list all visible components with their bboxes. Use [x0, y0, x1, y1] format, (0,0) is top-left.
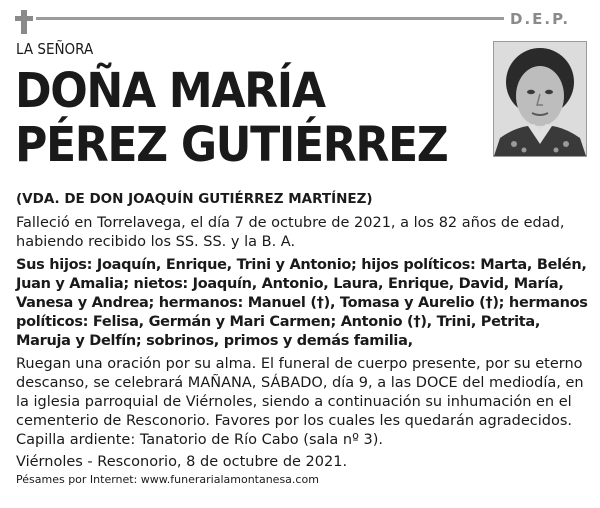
- portrait-icon: [494, 42, 586, 156]
- portrait-photo: [493, 41, 587, 157]
- dep-label: D.E.P.: [510, 10, 571, 28]
- death-text: Falleció en Torrelavega, el día 7 de octubre de 2021, a los 82 años de edad, habiendo recibido los SS. SS. y la B. A.: [16, 215, 565, 250]
- deceased-name: [15, 64, 447, 172]
- place-date: Viérnoles - Resconorio, 8 de octubre de 2021.: [16, 454, 348, 470]
- family-list: Sus hijos: Joaquín, Enrique, Trini y Antonio; hijos políticos: Marta, Belén, Juan y Amalia; nietos: Joaquín, Antonio, Laura, Enrique, David, María, Vanesa y Andrea; hermanos: Manuel (†), Tomasa y Aurelio (†); hermanos políticos: Felisa, Germán y Mari Carmen; Antonio (†), Trini, Petrita, Maruja y Delfín; sobrinos, primos y demás familia,: [16, 257, 588, 349]
- name-line-2: PÉREZ GUTIÉRREZ: [15, 117, 448, 173]
- widow-of-text: (VDA. DE DON JOAQUÍN GUTIÉRREZ MARTÍNEZ): [16, 191, 373, 207]
- header-rule: [36, 17, 504, 20]
- name-line-1: DOÑA MARÍA: [15, 63, 325, 119]
- cross-icon: [15, 10, 33, 34]
- lead-text: LA SEÑORA: [16, 40, 94, 58]
- funeral-details: Ruegan una oración por su alma. El funeral de cuerpo presente, por su eterno descanso, se celebrará MAÑANA, SÁBADO, día 9, a las DOCE del mediodía, en la iglesia parroquial de Viérnoles, siendo a continuación su inhumación en el cementerio de Resconorio. Favores por los cuales les quedarán agradecidos. Capilla ardiente: Tanatorio de Río Cabo (sala nº 3).: [16, 356, 584, 448]
- notice-body: [16, 190, 588, 487]
- condolences-link[interactable]: Pésames por Internet: www.funerarialamontanesa.com: [16, 473, 319, 486]
